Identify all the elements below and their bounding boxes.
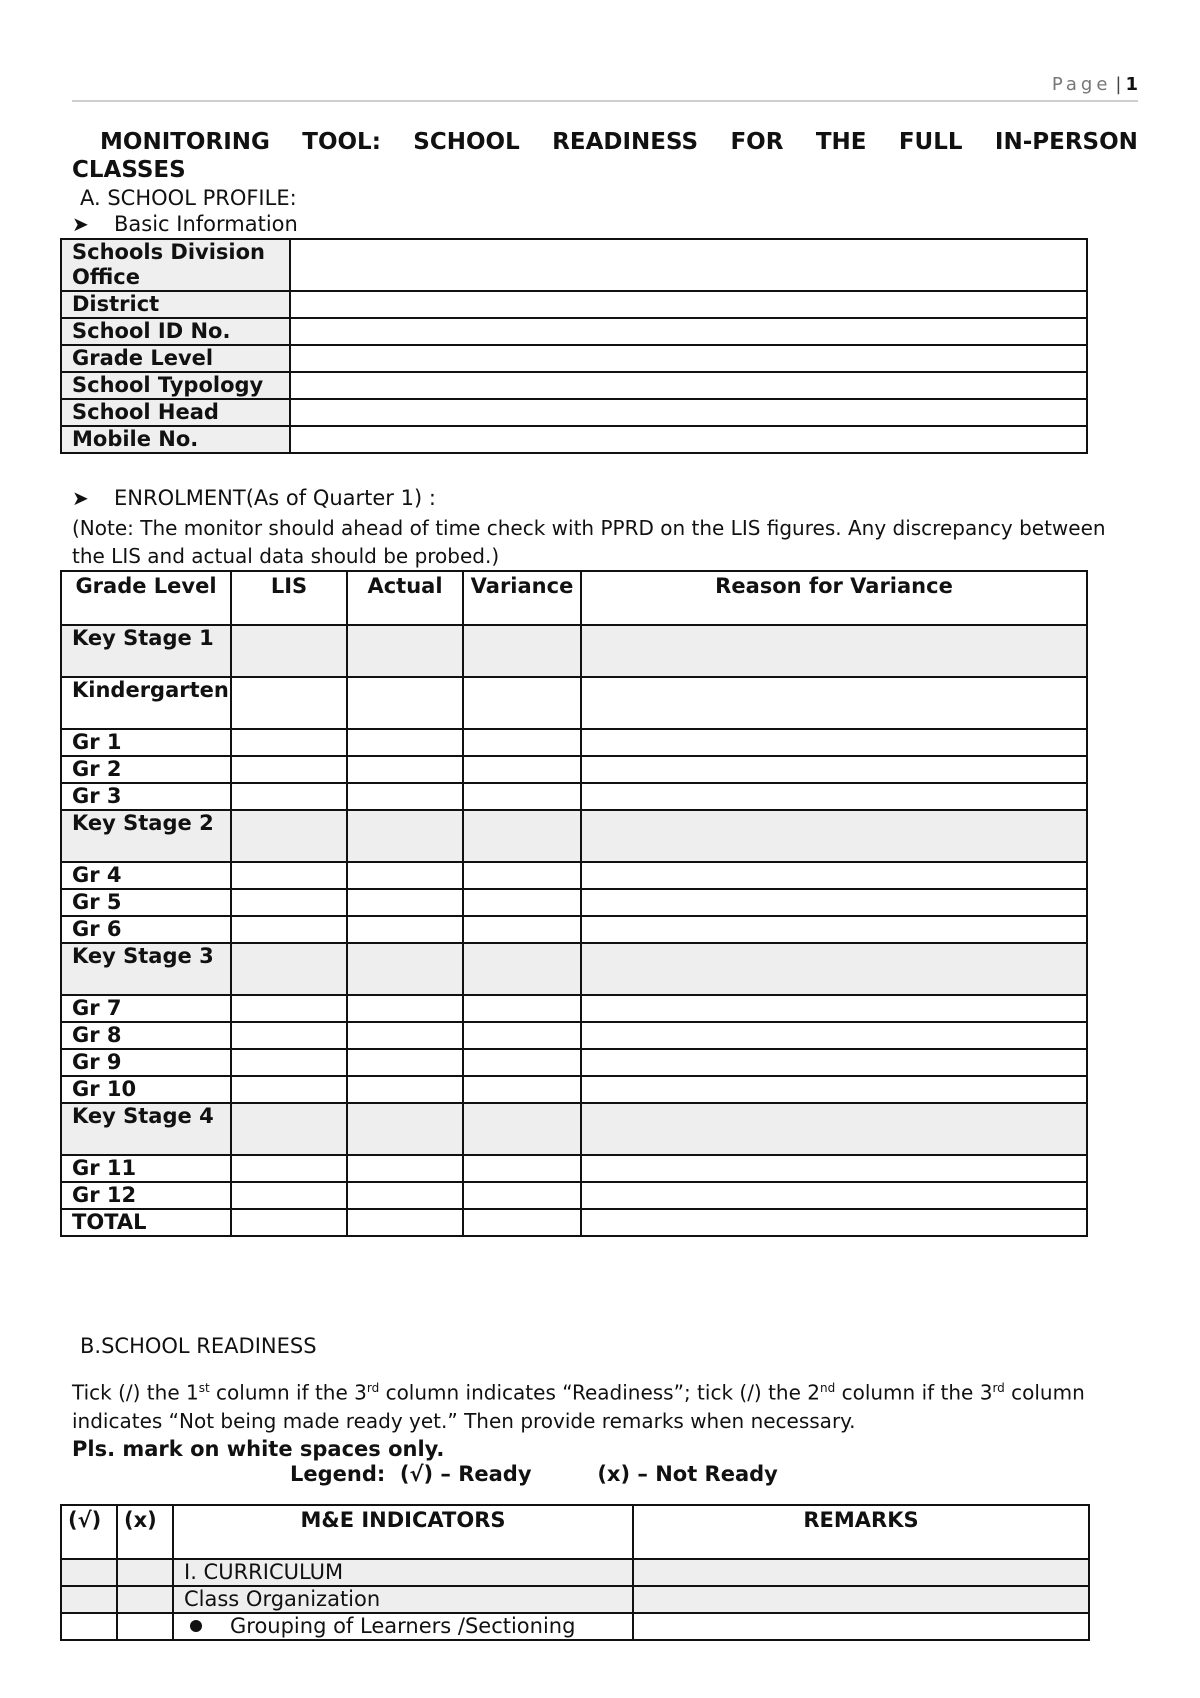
profile-row bbox=[61, 399, 1087, 426]
reason-cell[interactable] bbox=[581, 1076, 1087, 1103]
actual-cell bbox=[347, 943, 463, 995]
grade-level-label: Gr 1 bbox=[61, 729, 231, 756]
document-title bbox=[72, 128, 1138, 184]
profile-field-label: Schools Division Office bbox=[61, 239, 290, 291]
enrolment-column-header: Reason for Variance bbox=[581, 571, 1087, 625]
profile-field-value[interactable] bbox=[290, 318, 1087, 345]
not-ready-column-header: (x) bbox=[117, 1505, 173, 1559]
profile-field-value[interactable] bbox=[290, 239, 1087, 291]
not-ready-cell bbox=[117, 1559, 173, 1586]
variance-cell bbox=[463, 943, 581, 995]
enrolment-row bbox=[61, 1049, 1087, 1076]
grade-level-label: Kindergarten bbox=[61, 677, 231, 729]
enrolment-row bbox=[61, 889, 1087, 916]
profile-field-label: School Head bbox=[61, 399, 290, 426]
variance-cell[interactable] bbox=[463, 756, 581, 783]
ready-cell bbox=[61, 1586, 117, 1613]
grade-level-label: Gr 3 bbox=[61, 783, 231, 810]
profile-field-label: School Typology bbox=[61, 372, 290, 399]
variance-cell[interactable] bbox=[463, 995, 581, 1022]
lis-cell[interactable] bbox=[231, 1155, 347, 1182]
grade-level-label: Gr 8 bbox=[61, 1022, 231, 1049]
reason-cell bbox=[581, 1103, 1087, 1155]
instr-bold: Pls. mark on white spaces only. bbox=[72, 1436, 445, 1461]
not-ready-cell[interactable] bbox=[117, 1613, 173, 1640]
profile-row bbox=[61, 345, 1087, 372]
lis-cell[interactable] bbox=[231, 889, 347, 916]
grade-level-label: Gr 7 bbox=[61, 995, 231, 1022]
reason-cell[interactable] bbox=[581, 756, 1087, 783]
enrolment-row bbox=[61, 729, 1087, 756]
lis-cell[interactable] bbox=[231, 677, 347, 729]
title-word: FOR bbox=[730, 129, 784, 155]
profile-row bbox=[61, 372, 1087, 399]
enrolment-row bbox=[61, 943, 1087, 995]
lis-cell bbox=[231, 1103, 347, 1155]
enrolment-heading-label: ENROLMENT(As of Quarter 1) : bbox=[114, 486, 436, 510]
section-a-heading: A. SCHOOL PROFILE: bbox=[80, 186, 297, 210]
lis-cell[interactable] bbox=[231, 1209, 347, 1236]
profile-field-label: School ID No. bbox=[61, 318, 290, 345]
instr-sup-4: rd bbox=[992, 1381, 1005, 1395]
title-line-1 bbox=[72, 128, 1138, 156]
title-word: TOOL: bbox=[302, 129, 381, 155]
lis-cell[interactable] bbox=[231, 756, 347, 783]
enrolment-column-header: Grade Level bbox=[61, 571, 231, 625]
reason-cell bbox=[581, 625, 1087, 677]
page-header bbox=[72, 74, 1138, 102]
variance-cell bbox=[463, 1103, 581, 1155]
ready-column-header: (√) bbox=[61, 1505, 117, 1559]
enrolment-row bbox=[61, 625, 1087, 677]
grade-level-label: Gr 11 bbox=[61, 1155, 231, 1182]
grade-level-label: Gr 6 bbox=[61, 916, 231, 943]
actual-cell[interactable] bbox=[347, 1076, 463, 1103]
grade-level-label: Key Stage 4 bbox=[61, 1103, 231, 1155]
actual-cell[interactable] bbox=[347, 916, 463, 943]
lis-cell bbox=[231, 625, 347, 677]
variance-cell[interactable] bbox=[463, 677, 581, 729]
readiness-instructions bbox=[72, 1374, 1152, 1463]
lis-cell[interactable] bbox=[231, 916, 347, 943]
not-ready-cell bbox=[117, 1586, 173, 1613]
grade-level-label: Gr 12 bbox=[61, 1182, 231, 1209]
enrolment-column-header: Variance bbox=[463, 571, 581, 625]
profile-row bbox=[61, 239, 1087, 291]
enrolment-row bbox=[61, 756, 1087, 783]
variance-cell[interactable] bbox=[463, 729, 581, 756]
title-word: MONITORING bbox=[100, 129, 270, 155]
legend: Legend: (√) – Ready (x) – Not Ready bbox=[290, 1462, 778, 1486]
actual-cell[interactable] bbox=[347, 756, 463, 783]
reason-cell[interactable] bbox=[581, 1182, 1087, 1209]
profile-field-label: Mobile No. bbox=[61, 426, 290, 453]
enrolment-row bbox=[61, 1103, 1087, 1155]
grade-level-label: Gr 4 bbox=[61, 862, 231, 889]
reason-cell[interactable] bbox=[581, 1049, 1087, 1076]
arrow-bullet-icon: ➤ bbox=[72, 212, 89, 236]
basic-info-label: Basic Information bbox=[114, 212, 298, 236]
reason-cell[interactable] bbox=[581, 1209, 1087, 1236]
enrolment-note: (Note: The monitor should ahead of time check with PPRD on the LIS figures. Any discrepancy between the LIS and actual data should be probed.) bbox=[72, 516, 1106, 568]
reason-cell[interactable] bbox=[581, 1022, 1087, 1049]
reason-cell bbox=[581, 943, 1087, 995]
enrolment-column-header: LIS bbox=[231, 571, 347, 625]
section-b-heading: B.SCHOOL READINESS bbox=[80, 1334, 317, 1358]
reason-cell[interactable] bbox=[581, 783, 1087, 810]
lis-cell[interactable] bbox=[231, 1182, 347, 1209]
actual-cell bbox=[347, 625, 463, 677]
me-header-row bbox=[61, 1505, 1089, 1559]
variance-cell[interactable] bbox=[463, 916, 581, 943]
remarks-cell bbox=[633, 1559, 1089, 1586]
grouping-label: Grouping of Learners /Sectioning bbox=[230, 1614, 576, 1638]
actual-cell[interactable] bbox=[347, 1022, 463, 1049]
grade-level-label: Key Stage 1 bbox=[61, 625, 231, 677]
profile-table bbox=[60, 238, 1088, 454]
lis-cell bbox=[231, 810, 347, 862]
variance-cell bbox=[463, 625, 581, 677]
bullet-dot-icon bbox=[190, 1620, 202, 1632]
grade-level-label: Gr 2 bbox=[61, 756, 231, 783]
remarks-cell[interactable] bbox=[633, 1613, 1089, 1640]
variance-cell[interactable] bbox=[463, 1076, 581, 1103]
enrolment-row bbox=[61, 1155, 1087, 1182]
grade-level-label: TOTAL bbox=[61, 1209, 231, 1236]
reason-cell[interactable] bbox=[581, 995, 1087, 1022]
ready-cell bbox=[61, 1559, 117, 1586]
reason-cell[interactable] bbox=[581, 916, 1087, 943]
instr-text-1: Tick (/) the 1 bbox=[72, 1380, 199, 1405]
variance-cell[interactable] bbox=[463, 1155, 581, 1182]
page-label: Page bbox=[1051, 74, 1112, 95]
arrow-bullet-icon: ➤ bbox=[72, 486, 89, 510]
remarks-cell bbox=[633, 1586, 1089, 1613]
actual-cell[interactable] bbox=[347, 783, 463, 810]
grade-level-label: Gr 5 bbox=[61, 889, 231, 916]
enrolment-row bbox=[61, 1022, 1087, 1049]
lis-cell[interactable] bbox=[231, 729, 347, 756]
enrolment-row bbox=[61, 995, 1087, 1022]
actual-cell[interactable] bbox=[347, 1182, 463, 1209]
reason-cell[interactable] bbox=[581, 862, 1087, 889]
profile-row bbox=[61, 318, 1087, 345]
class-organization-row bbox=[61, 1586, 1089, 1613]
grade-level-label: Key Stage 3 bbox=[61, 943, 231, 995]
grade-level-label: Key Stage 2 bbox=[61, 810, 231, 862]
profile-field-value[interactable] bbox=[290, 345, 1087, 372]
class-organization-label: Class Organization bbox=[173, 1586, 633, 1613]
me-indicators-table bbox=[60, 1504, 1090, 1641]
enrolment-row bbox=[61, 1076, 1087, 1103]
variance-cell bbox=[463, 810, 581, 862]
reason-cell[interactable] bbox=[581, 729, 1087, 756]
variance-cell[interactable] bbox=[463, 1182, 581, 1209]
actual-cell bbox=[347, 810, 463, 862]
instr-sup-2: rd bbox=[366, 1381, 380, 1395]
lis-cell[interactable] bbox=[231, 995, 347, 1022]
basic-info-heading bbox=[72, 212, 298, 236]
reason-cell bbox=[581, 810, 1087, 862]
lis-cell[interactable] bbox=[231, 783, 347, 810]
lis-cell[interactable] bbox=[231, 1076, 347, 1103]
title-line-2: CLASSES bbox=[72, 157, 186, 183]
grouping-row bbox=[61, 1613, 1089, 1640]
reason-cell[interactable] bbox=[581, 677, 1087, 729]
reason-cell[interactable] bbox=[581, 889, 1087, 916]
actual-cell[interactable] bbox=[347, 1155, 463, 1182]
actual-cell[interactable] bbox=[347, 862, 463, 889]
remarks-column-header: REMARKS bbox=[633, 1505, 1089, 1559]
instr-text-2: column if the 3 bbox=[209, 1380, 367, 1405]
enrolment-row bbox=[61, 862, 1087, 889]
profile-field-label: District bbox=[61, 291, 290, 318]
grouping-indicator bbox=[173, 1613, 633, 1640]
enrolment-row bbox=[61, 916, 1087, 943]
grade-level-label: Gr 9 bbox=[61, 1049, 231, 1076]
actual-cell[interactable] bbox=[347, 889, 463, 916]
instr-text-4: column if the 3 bbox=[835, 1380, 993, 1405]
curriculum-label: I. CURRICULUM bbox=[173, 1559, 633, 1586]
variance-cell[interactable] bbox=[463, 862, 581, 889]
enrolment-row bbox=[61, 1182, 1087, 1209]
instr-sup-1: st bbox=[198, 1381, 210, 1395]
actual-cell[interactable] bbox=[347, 729, 463, 756]
profile-field-value[interactable] bbox=[290, 399, 1087, 426]
lis-cell[interactable] bbox=[231, 1049, 347, 1076]
enrolment-heading bbox=[72, 486, 436, 510]
enrolment-column-header: Actual bbox=[347, 571, 463, 625]
actual-cell bbox=[347, 1103, 463, 1155]
actual-cell[interactable] bbox=[347, 1049, 463, 1076]
enrolment-row bbox=[61, 677, 1087, 729]
profile-row bbox=[61, 291, 1087, 318]
variance-cell[interactable] bbox=[463, 889, 581, 916]
lis-cell[interactable] bbox=[231, 862, 347, 889]
page-separator: | bbox=[1115, 74, 1122, 95]
variance-cell[interactable] bbox=[463, 1049, 581, 1076]
reason-cell[interactable] bbox=[581, 1155, 1087, 1182]
lis-cell[interactable] bbox=[231, 1022, 347, 1049]
profile-field-value[interactable] bbox=[290, 291, 1087, 318]
variance-cell[interactable] bbox=[463, 1209, 581, 1236]
profile-field-label: Grade Level bbox=[61, 345, 290, 372]
enrolment-row bbox=[61, 783, 1087, 810]
curriculum-row bbox=[61, 1559, 1089, 1586]
instr-text-3: column indicates “Readiness”; tick (/) the 2 bbox=[379, 1380, 820, 1405]
title-word: THE bbox=[815, 129, 867, 155]
page-number: 1 bbox=[1125, 74, 1138, 95]
profile-field-value[interactable] bbox=[290, 426, 1087, 453]
lis-cell bbox=[231, 943, 347, 995]
enrolment-row bbox=[61, 1209, 1087, 1236]
title-word: FULL bbox=[898, 129, 963, 155]
title-word: READINESS bbox=[552, 129, 699, 155]
grade-level-label: Gr 10 bbox=[61, 1076, 231, 1103]
enrolment-header-row bbox=[61, 571, 1087, 625]
actual-cell[interactable] bbox=[347, 677, 463, 729]
profile-field-value[interactable] bbox=[290, 372, 1087, 399]
variance-cell[interactable] bbox=[463, 783, 581, 810]
actual-cell[interactable] bbox=[347, 995, 463, 1022]
instr-sup-3: nd bbox=[820, 1381, 836, 1395]
indicators-column-header: M&E INDICATORS bbox=[173, 1505, 633, 1559]
enrolment-table bbox=[60, 570, 1088, 1237]
variance-cell[interactable] bbox=[463, 1022, 581, 1049]
profile-row bbox=[61, 426, 1087, 453]
ready-cell[interactable] bbox=[61, 1613, 117, 1640]
instr-text-5: column indicates “Not being made ready yet.” Then provide remarks when necessary. bbox=[72, 1380, 1085, 1433]
title-word: IN-PERSON bbox=[994, 129, 1138, 155]
title-word: SCHOOL bbox=[413, 129, 520, 155]
enrolment-row bbox=[61, 810, 1087, 862]
actual-cell[interactable] bbox=[347, 1209, 463, 1236]
